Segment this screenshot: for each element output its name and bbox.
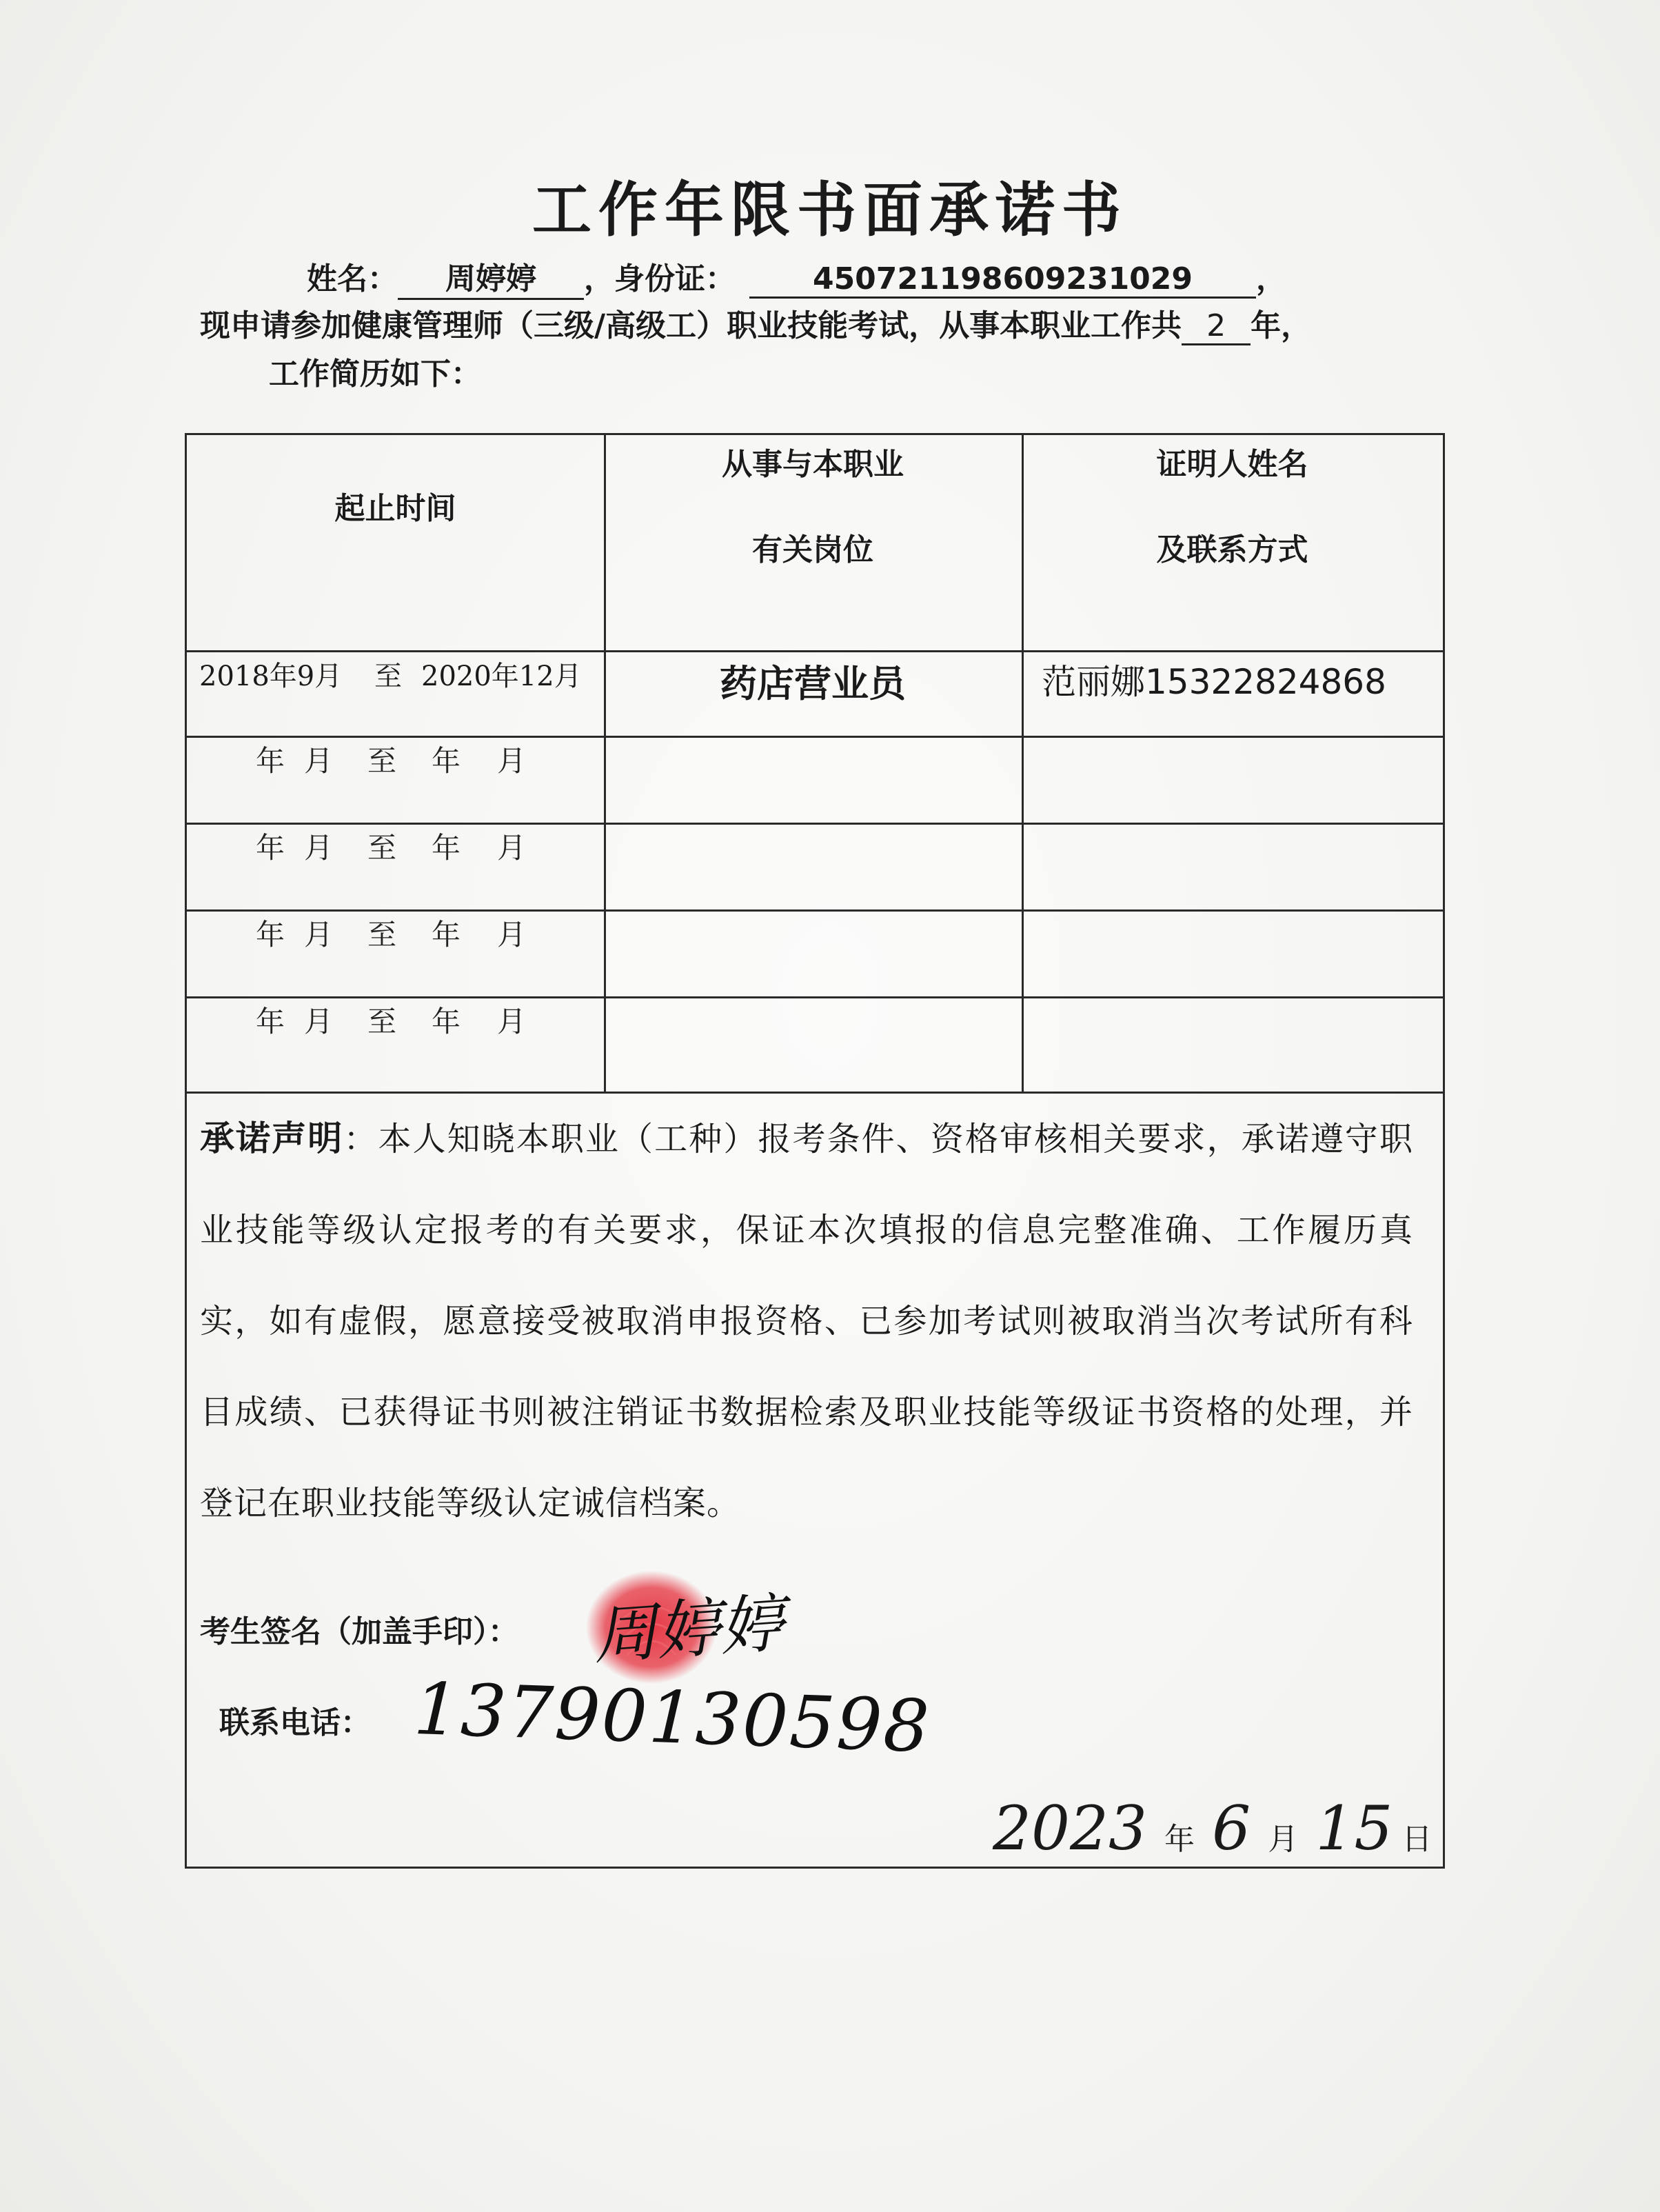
pledge-statement xyxy=(200,1093,1413,1549)
intro-line xyxy=(200,301,1311,345)
date-year-label: 年 xyxy=(1164,1822,1195,1857)
date-month-label: 月 xyxy=(1268,1822,1299,1857)
trailing-comma: ， xyxy=(1256,261,1286,296)
table-divider xyxy=(187,996,1443,998)
blank-month: 月 xyxy=(497,744,529,778)
blank-year: 年 xyxy=(256,918,288,952)
blank-month: 月 xyxy=(497,918,529,952)
row-position: 药店营业员 xyxy=(720,661,906,705)
table-divider xyxy=(187,909,1443,912)
header-witness-line2: 及联系方式 xyxy=(1156,532,1308,567)
blank-month: 月 xyxy=(304,1005,336,1038)
blank-year: 年 xyxy=(256,744,288,778)
years-value: 2 xyxy=(1182,308,1251,345)
blank-year: 年 xyxy=(256,831,288,865)
years-unit: 年， xyxy=(1251,308,1312,343)
row-start-date: 2018年9月 xyxy=(199,661,343,692)
blank-year: 年 xyxy=(432,918,464,952)
applicant-line xyxy=(307,254,1286,300)
blank-to: 至 xyxy=(367,918,400,952)
blank-month: 月 xyxy=(497,1005,529,1038)
date-year: 2023 xyxy=(993,1793,1147,1864)
id-value: 450721198609231029 xyxy=(749,261,1256,299)
table-divider xyxy=(187,650,1443,652)
name-value: 周婷婷 xyxy=(398,254,584,300)
blank-month: 月 xyxy=(304,744,336,778)
row-to: 至 xyxy=(374,661,402,692)
header-position-line2: 有关岗位 xyxy=(752,532,873,567)
row-end-date: 2020年12月 xyxy=(421,661,582,692)
blank-to: 至 xyxy=(367,1005,400,1038)
pledge-label: 承诺声明 xyxy=(200,1118,344,1158)
handwritten-phone: 13790130598 xyxy=(412,1666,932,1769)
header-period: 起止时间 xyxy=(334,491,456,526)
date-day-label: 日 xyxy=(1401,1822,1433,1857)
handwritten-name: 周婷婷 xyxy=(591,1586,786,1673)
blank-year: 年 xyxy=(432,744,464,778)
signature-label: 考生签名（加盖手印）： xyxy=(200,1614,518,1649)
blank-to: 至 xyxy=(367,744,400,778)
signing-date xyxy=(993,1793,1432,1864)
name-label: 姓名： xyxy=(307,261,398,296)
header-witness-line1: 证明人姓名 xyxy=(1156,447,1308,482)
blank-year: 年 xyxy=(256,1005,288,1038)
intro-text: 现申请参加健康管理师（三级/高级工）职业技能考试，从事本职业工作共 xyxy=(200,308,1182,343)
header-position-line1: 从事与本职业 xyxy=(722,447,904,482)
blank-month: 月 xyxy=(304,918,336,952)
date-month: 6 xyxy=(1212,1793,1251,1864)
id-label: ，身份证： xyxy=(584,261,736,296)
table-divider xyxy=(187,823,1443,825)
history-label: 工作简历如下： xyxy=(269,356,481,392)
blank-year: 年 xyxy=(432,1005,464,1038)
document-title: 工作年限书面承诺书 xyxy=(532,176,1128,245)
blank-month: 月 xyxy=(304,831,336,865)
blank-month: 月 xyxy=(497,831,529,865)
table-divider xyxy=(187,736,1443,738)
blank-year: 年 xyxy=(432,831,464,865)
phone-label: 联系电话： xyxy=(219,1705,371,1740)
date-day: 15 xyxy=(1315,1793,1393,1864)
blank-to: 至 xyxy=(367,831,400,865)
pledge-text: ：本人知晓本职业（工种）报考条件、资格审核相关要求，承诺遵守职业技能等级认定报考的有关要求，保证本次填报的信息完整准确、工作履历真实，如有虚假，愿意接受被取消申报资格、已参加考试则被取消当次考试所有科目成绩、已获得证书则被注销证书数据检索及职业技能等级证书资格的处理，并登记在职业技能等级认定诚信档案。 xyxy=(200,1120,1413,1522)
row-witness: 范丽娜15322824868 xyxy=(1042,662,1386,702)
